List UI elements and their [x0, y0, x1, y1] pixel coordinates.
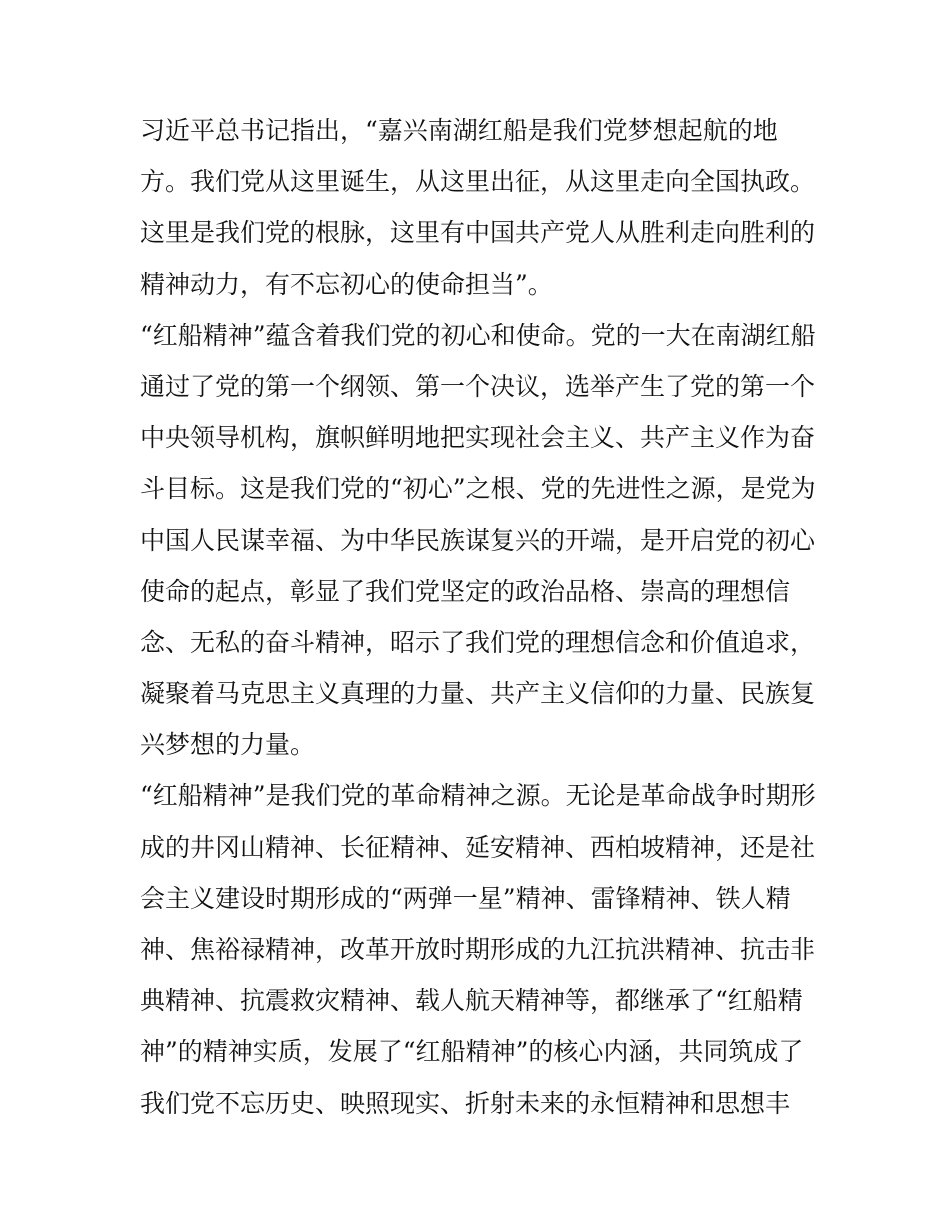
text-line: 神”的精神实质，发展了“红船精神”的核心内涵，共同筑成了	[140, 1037, 804, 1067]
text-line: 精神动力，有不忘初心的使命担当”。	[140, 269, 553, 299]
text-line: 兴梦想的力量。	[140, 730, 316, 760]
text-line: 典精神、抗震救灾精神、载人航天精神等，都继承了“红船精	[140, 986, 803, 1016]
text-line: 念、无私的奋斗精神，昭示了我们党的理想信念和价值追求，	[140, 627, 816, 657]
text-line: 我们党不忘历史、映照现实、折射未来的永恒精神和思想丰	[140, 1088, 791, 1118]
text-line: “红船精神”是我们党的革命精神之源。无论是革命战争时期形	[140, 781, 816, 811]
text-line: 通过了党的第一个纲领、第一个决议，选举产生了党的第一个	[140, 371, 816, 401]
text-line: 凝聚着马克思主义真理的力量、共产主义信仰的力量、民族复	[140, 679, 816, 709]
text-line: 使命的起点，彰显了我们党坚定的政治品格、崇高的理想信	[140, 576, 791, 606]
text-line: 这里是我们党的根脉，这里有中国共产党人从胜利走向胜利的	[140, 218, 816, 248]
text-line: 斗目标。这是我们党的“初心”之根、党的先进性之源，是党为	[140, 474, 816, 504]
text-line: 中央领导机构，旗帜鲜明地把实现社会主义、共产主义作为奋	[140, 423, 816, 453]
text-line: 习近平总书记指出，“嘉兴南湖红船是我们党梦想起航的地	[140, 116, 778, 145]
text-line: 神、焦裕禄精神，改革开放时期形成的九江抗洪精神、抗击非	[140, 935, 816, 964]
text-line: 会主义建设时期形成的“两弹一星”精神、雷锋精神、铁人精	[140, 883, 791, 913]
text-line: 中国人民谋幸福、为中华民族谋复兴的开端，是开启党的初心	[140, 525, 816, 555]
text-line: 方。我们党从这里诞生，从这里出征，从这里走向全国执政。	[140, 167, 816, 197]
body-text	[140, 105, 820, 1129]
text-line: 成的井冈山精神、长征精神、延安精神、西柏坡精神，还是社	[140, 832, 816, 862]
text-line: “红船精神”蕴含着我们党的初心和使命。党的一大在南湖红船	[140, 320, 816, 350]
